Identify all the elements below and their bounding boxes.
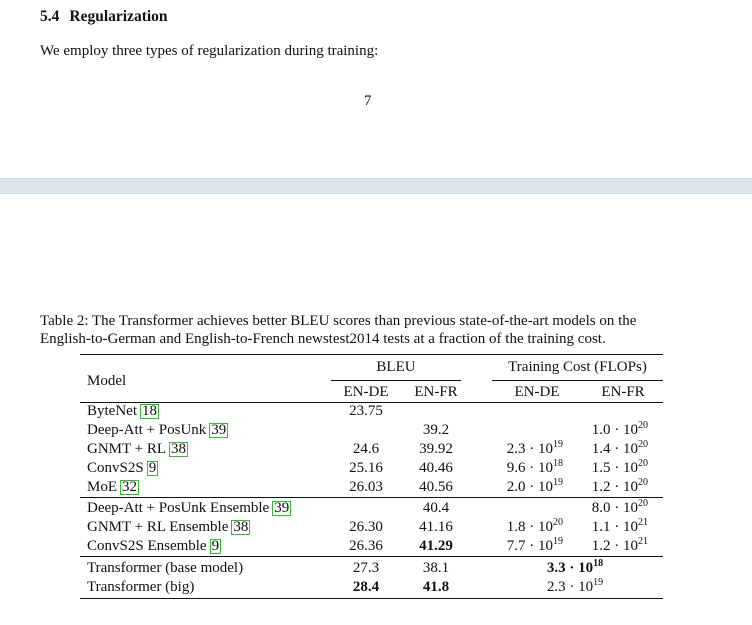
cost-en-fr: $8.0 \cdot 10^{20}$ xyxy=(591,498,648,516)
bleu-en-de: 23.75 xyxy=(349,403,383,419)
bleu-en-de: 27.3 xyxy=(352,560,380,576)
row-model xyxy=(87,421,228,439)
group-rule-1 xyxy=(80,497,663,498)
model-name: Transformer (base model) xyxy=(87,560,244,576)
citation-link[interactable]: 39 xyxy=(211,422,227,438)
model-name: ConvS2S xyxy=(87,460,144,476)
bleu-en-de: 26.03 xyxy=(349,479,383,495)
header-bleu-en-fr: EN-FR xyxy=(414,384,458,400)
bleu-en-de: 24.6 xyxy=(352,441,380,457)
cost-en-fr: $1.4 \cdot 10^{20}$ xyxy=(591,439,648,457)
bleu-en-fr: 41.29 xyxy=(419,538,453,554)
bleu-en-fr: 41.16 xyxy=(419,519,453,535)
bleu-en-fr: 40.46 xyxy=(419,460,453,476)
cost-shared: $3.3 \cdot 10^{18}$ xyxy=(546,558,604,576)
model-name: ByteNet xyxy=(87,403,137,419)
cost-en-fr: $1.5 \cdot 10^{20}$ xyxy=(591,458,648,476)
cost-en-de: $7.7 \cdot 10^{19}$ xyxy=(506,536,563,554)
citation-link[interactable]: 38 xyxy=(171,441,187,457)
row-model xyxy=(87,459,158,477)
bleu-en-de: 25.16 xyxy=(349,460,383,476)
bleu-group-rule xyxy=(331,380,461,381)
bleu-en-fr: 39.2 xyxy=(422,422,450,438)
citation-link[interactable]: 18 xyxy=(142,403,157,419)
cost-en-fr: $1.1 \cdot 10^{21}$ xyxy=(591,517,648,535)
citation-link[interactable]: 9 xyxy=(211,538,220,554)
row-model xyxy=(87,478,139,496)
section-title: Regularization xyxy=(69,8,168,25)
bleu-en-fr: 41.8 xyxy=(422,579,450,595)
section-number: 5.4 xyxy=(40,8,60,25)
row-model xyxy=(87,578,194,596)
model-name: MoE xyxy=(87,479,117,495)
bleu-en-fr: 39.92 xyxy=(419,441,453,457)
header-training-cost: Training Cost (FLOPs) xyxy=(508,359,647,375)
bleu-en-de: 28.4 xyxy=(352,579,380,595)
bleu-en-fr: 40.56 xyxy=(419,479,453,495)
cost-en-de: $1.8 \cdot 10^{20}$ xyxy=(506,517,563,535)
model-name: Transformer (big) xyxy=(87,579,195,595)
model-name: Deep-Att + PosUnk Ensemble xyxy=(87,500,270,516)
row-model xyxy=(87,440,188,458)
header-cost-en-fr: EN-FR xyxy=(601,384,645,400)
model-name: ConvS2S Ensemble xyxy=(87,538,207,554)
row-model xyxy=(87,537,221,555)
cost-en-fr: $1.2 \cdot 10^{20}$ xyxy=(591,477,648,495)
row-model xyxy=(87,518,250,536)
cost-en-fr: $1.2 \cdot 10^{21}$ xyxy=(591,536,648,554)
cost-en-de: $2.3 \cdot 10^{19}$ xyxy=(506,439,563,457)
row-model xyxy=(87,499,291,517)
page-number: 7 xyxy=(364,93,372,109)
row-model xyxy=(87,559,243,577)
header-bleu: BLEU xyxy=(376,359,416,375)
table-top-rule xyxy=(80,354,663,355)
header-model: Model xyxy=(87,373,127,389)
citation-link[interactable]: 32 xyxy=(122,479,137,495)
header-cost-en-de: EN-DE xyxy=(514,384,560,400)
model-name: GNMT + RL Ensemble xyxy=(87,519,229,535)
citation-link[interactable]: 9 xyxy=(148,460,157,476)
model-name: GNMT + RL xyxy=(87,441,167,457)
cost-group-rule xyxy=(492,380,663,381)
cost-shared: $2.3 \cdot 10^{19}$ xyxy=(546,577,604,595)
header-bleu-en-de: EN-DE xyxy=(343,384,389,400)
cost-en-de: $9.6 \cdot 10^{18}$ xyxy=(506,458,563,476)
citation-link[interactable]: 39 xyxy=(274,500,290,516)
bleu-en-fr: 40.4 xyxy=(422,500,450,516)
bleu-en-de: 26.36 xyxy=(349,538,383,554)
group-rule-2 xyxy=(80,556,663,557)
cost-en-fr: $1.0 \cdot 10^{20}$ xyxy=(591,420,648,438)
model-name: Deep-Att + PosUnk xyxy=(87,422,207,438)
table-bottom-rule xyxy=(80,598,663,599)
row-model xyxy=(87,402,159,420)
bleu-en-fr: 38.1 xyxy=(422,560,450,576)
citation-link[interactable]: 38 xyxy=(233,519,249,535)
caption-line-1: Table 2: The Transformer achieves better BLEU scores than previous state-of-the-art models on the xyxy=(40,313,637,329)
intro-paragraph: We employ three types of regularization during training: xyxy=(40,43,379,59)
cost-en-de: $2.0 \cdot 10^{19}$ xyxy=(506,477,563,495)
caption-line-2: English-to-German and English-to-French newstest2014 tests at a fraction of the training cost. xyxy=(40,330,606,347)
bleu-en-de: 26.30 xyxy=(349,519,383,535)
